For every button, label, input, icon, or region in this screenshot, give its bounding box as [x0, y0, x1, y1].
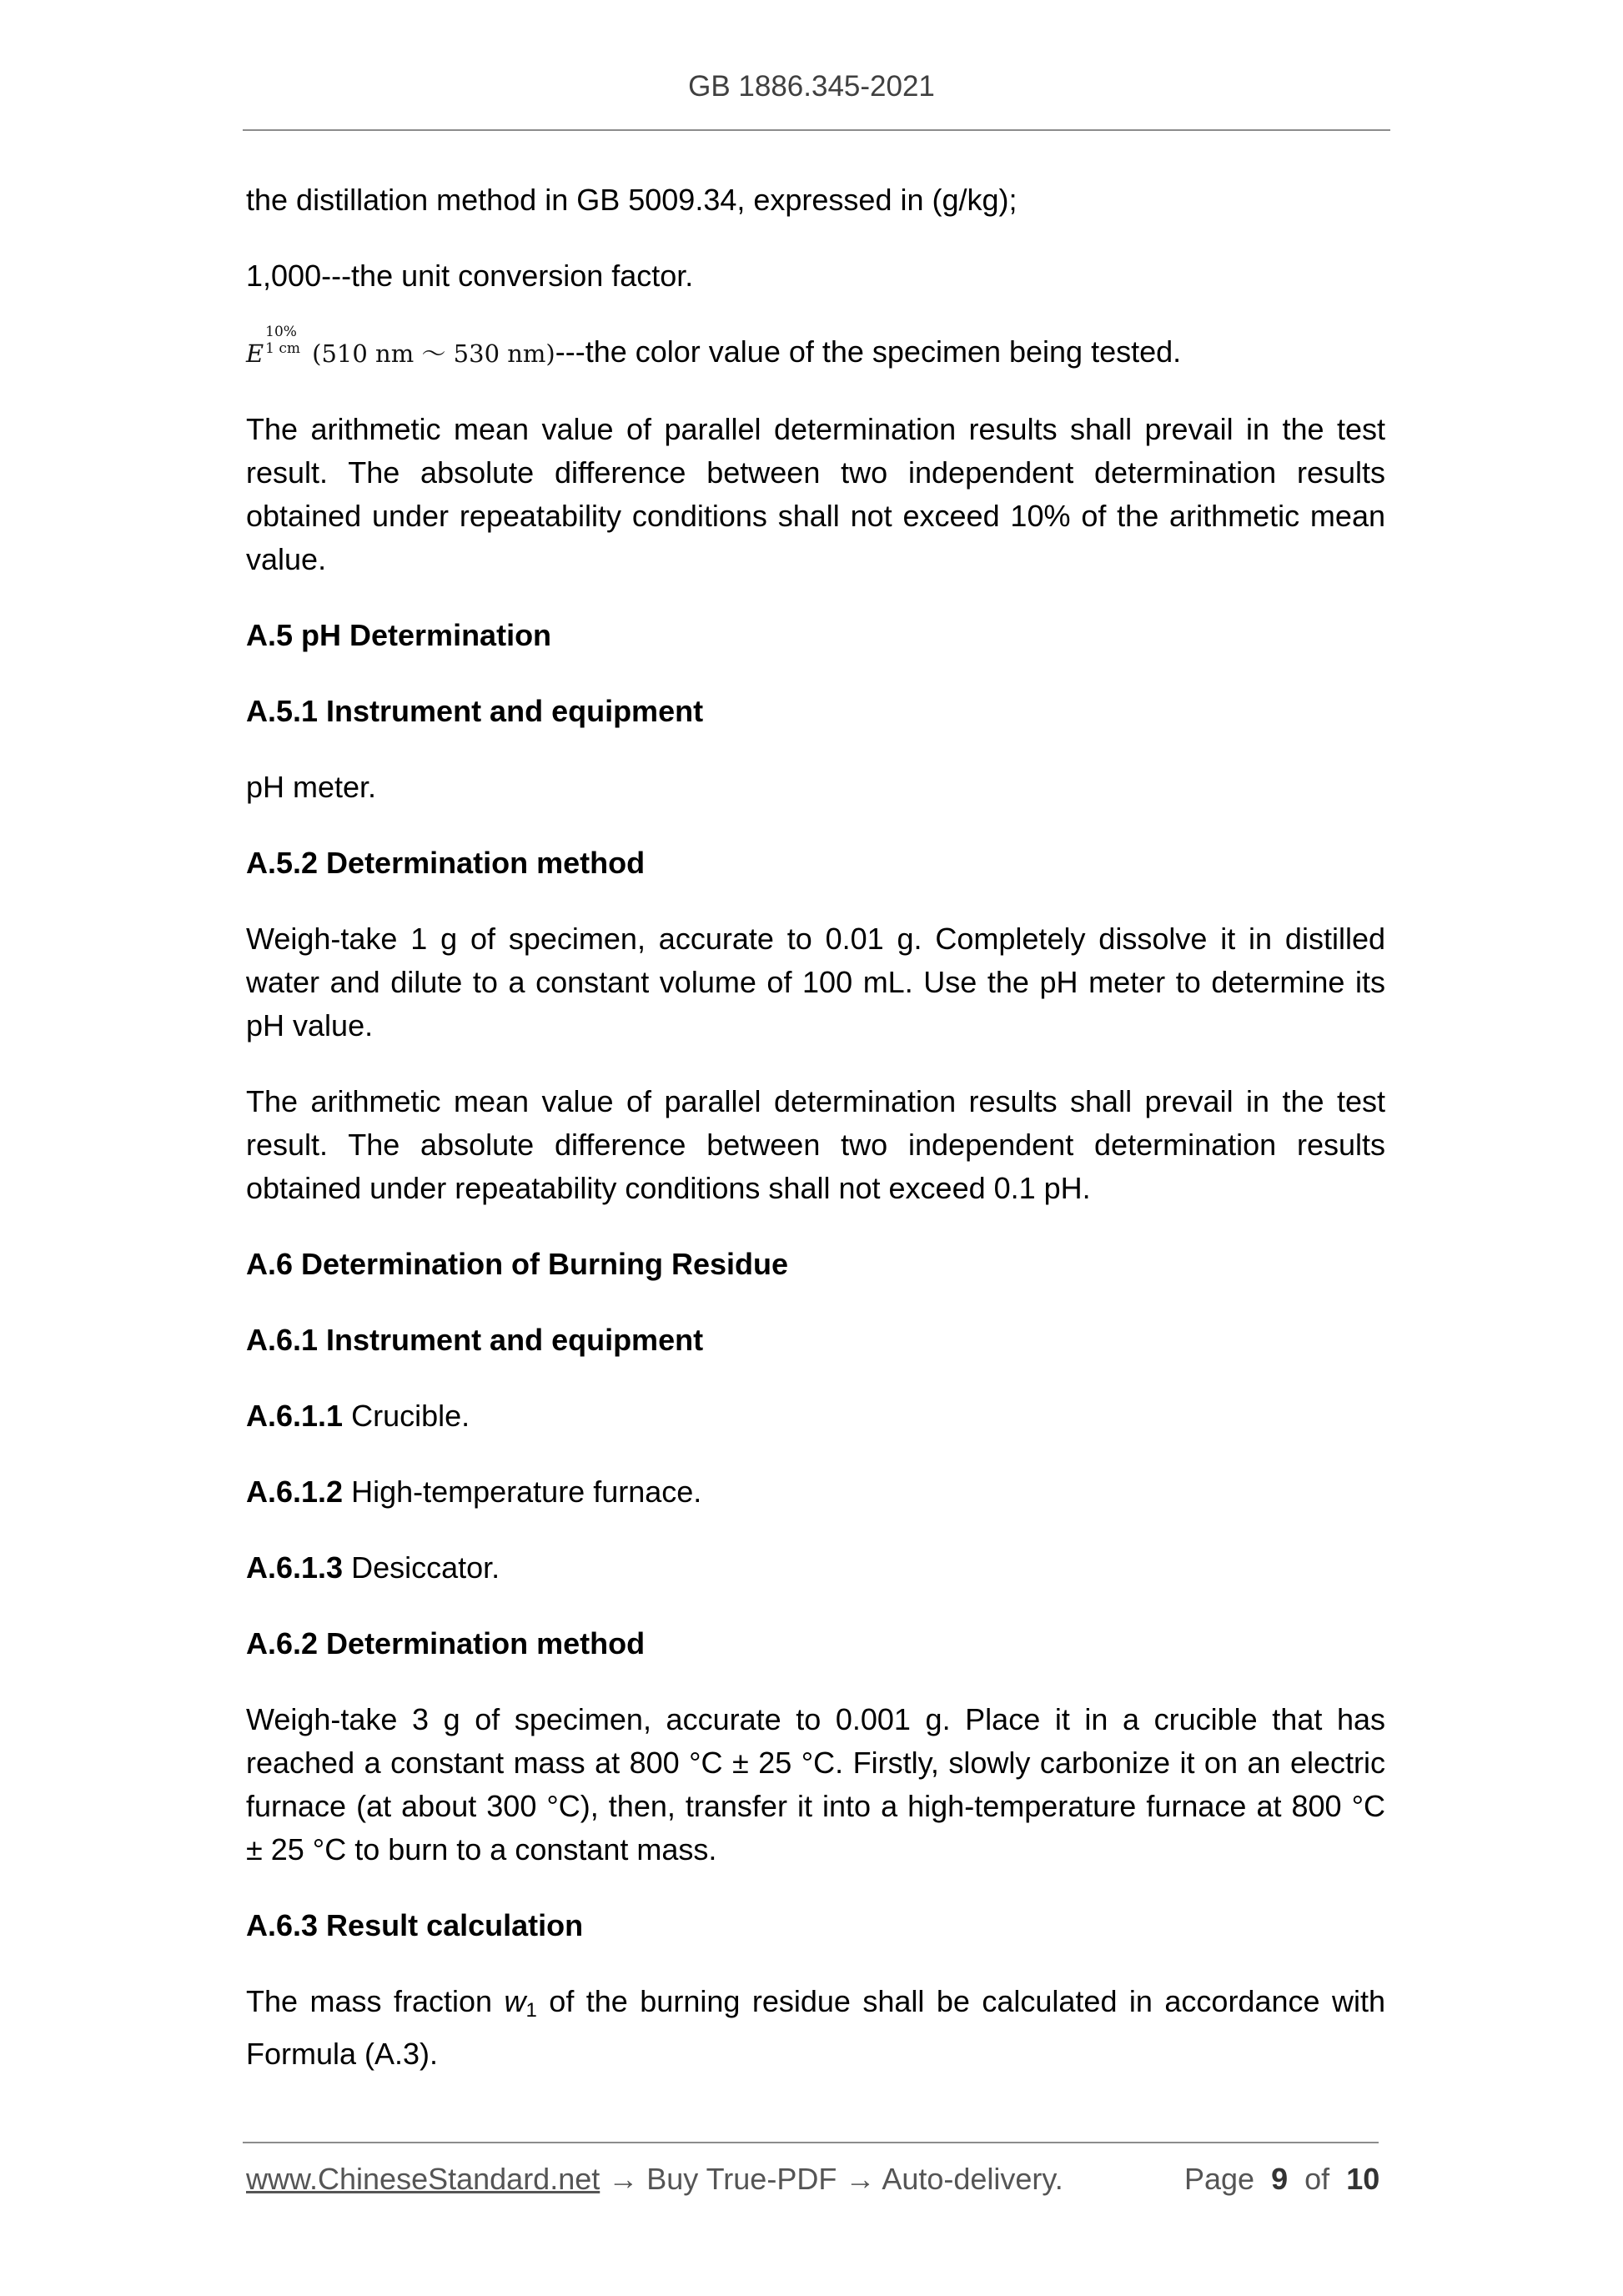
list-item: A.6.1.1 Crucible.	[246, 1399, 470, 1433]
page-total: 10	[1346, 2162, 1380, 2196]
header-divider	[243, 129, 1390, 131]
paragraph: the distillation method in GB 5009.34, expressed in (g/kg);	[246, 183, 1018, 217]
paragraph: The mass fraction w1 of the burning residue shall be calculated in accordance with Formula (A.3).	[246, 1984, 1385, 2071]
footer-promo	[246, 2162, 1063, 2197]
footer-divider	[243, 2142, 1379, 2143]
subsection-heading: A.6.1 Instrument and equipment	[246, 1323, 704, 1357]
subsection-heading: A.6.3 Result calculation	[246, 1908, 584, 1942]
footer-tagline: → Buy True-PDF → Auto-delivery.	[600, 2162, 1063, 2196]
page-indicator: Page 9 of 10	[1184, 2162, 1380, 2196]
paragraph: The arithmetic mean value of parallel determination results shall prevail in the test result. The absolute difference between two independent determination results obtained under repeatability conditions shall not exceed 0.1 pH.	[246, 1084, 1385, 1205]
section-heading: A.6 Determination of Burning Residue	[246, 1247, 789, 1281]
color-value-formula: E 10% 1 cm (510 nm ～ 530 nm)	[246, 324, 555, 368]
paragraph: 1,000---the unit conversion factor.	[246, 259, 694, 293]
paragraph: The arithmetic mean value of parallel determination results shall prevail in the test result. The absolute difference between two independent determination results obtained under repeatability conditions shall not exceed 10% of the arithmetic mean value.	[246, 412, 1385, 576]
list-item: A.6.1.3 Desiccator.	[246, 1550, 500, 1585]
formula-definition	[246, 324, 1385, 375]
paragraph: Weigh-take 3 g of specimen, accurate to 0.001 g. Place it in a crucible that has reached a constant mass at 800 °C ± 25 °C. Firstly, slowly carbonize it on an electric furnace (at about 300 °C), then, transfer it into a high-temperature furnace at 800 °C ± 25 °C to burn to a constant mass.	[246, 1702, 1385, 1866]
page-number: 9	[1271, 2162, 1289, 2196]
list-item: A.6.1.2 High-temperature furnace.	[246, 1475, 702, 1509]
paragraph: Weigh-take 1 g of specimen, accurate to 0.01 g. Completely dissolve it in distilled water and dilute to a constant volume of 100 mL. Use the pH meter to determine its pH value.	[246, 922, 1385, 1042]
subsection-heading: A.5.1 Instrument and equipment	[246, 694, 704, 728]
section-heading: A.5 pH Determination	[246, 618, 552, 652]
page-content	[246, 178, 1385, 2076]
subsection-heading: A.6.2 Determination method	[246, 1626, 646, 1660]
document-code-header: GB 1886.345-2021	[688, 70, 935, 103]
paragraph: pH meter.	[246, 770, 377, 804]
formula-description: ---the color value of the specimen being tested.	[555, 334, 1182, 369]
website-link[interactable]: www.ChineseStandard.net	[246, 2162, 600, 2196]
subsection-heading: A.5.2 Determination method	[246, 846, 646, 880]
